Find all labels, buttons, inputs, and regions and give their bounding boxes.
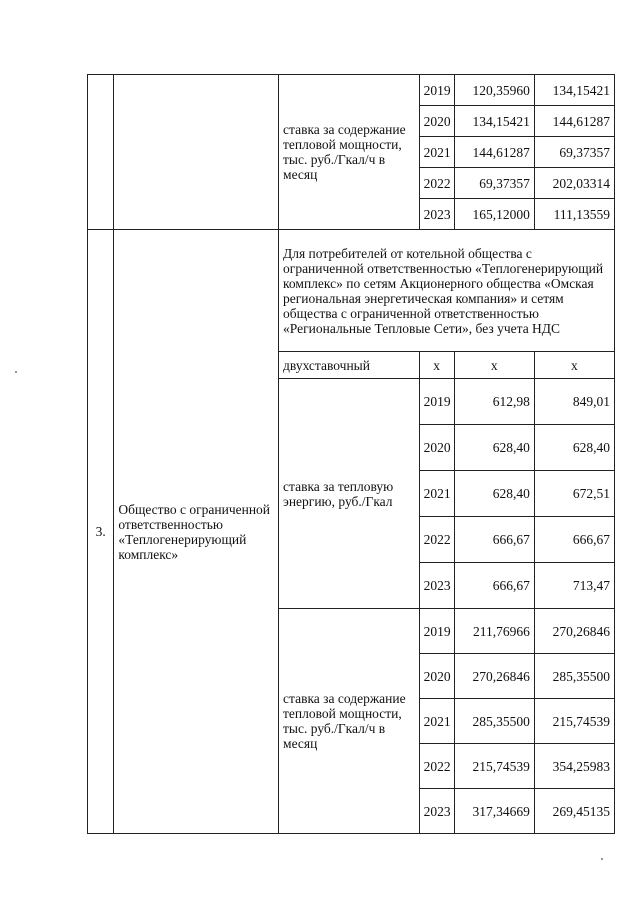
organization-cell (114, 75, 279, 230)
value-cell: 111,13559 (534, 199, 614, 230)
value-cell: 628,40 (454, 471, 534, 517)
value-cell: 849,01 (534, 379, 614, 425)
value-cell: 628,40 (454, 425, 534, 471)
year-cell: 2023 (419, 563, 454, 609)
value-cell: 144,61287 (534, 106, 614, 137)
value-cell: 134,15421 (454, 106, 534, 137)
year-cell: 2023 (419, 199, 454, 230)
year-cell: 2022 (419, 168, 454, 199)
value-cell: 165,12000 (454, 199, 534, 230)
table-row (88, 75, 615, 106)
value-cell: 354,25983 (534, 744, 614, 789)
energy-rate-label: ставка за тепловую энергию, руб./Гкал (279, 379, 420, 609)
value-cell: 69,37357 (454, 168, 534, 199)
value-cell: 270,26846 (534, 609, 614, 654)
value-cell: 69,37357 (534, 137, 614, 168)
rate-label: ставка за содержание тепловой мощности, тыс. руб./Гкал/ч в месяц (279, 75, 420, 230)
year-cell: 2019 (419, 609, 454, 654)
x-cell: x (534, 352, 614, 379)
row-number: 3. (88, 230, 114, 834)
row-number-cell (88, 75, 114, 230)
scan-speck (15, 371, 17, 373)
year-cell: 2021 (419, 137, 454, 168)
value-cell: 666,67 (454, 563, 534, 609)
value-cell: 211,76966 (454, 609, 534, 654)
consumer-note: Для потребителей от котельной общества с ограниченной ответственностью «Теплогенерирующий комплекс» по сетям Акционерного общества «Омская региональная энергетическая компания» и сетям общества с ограниченной ответственностью «Региональные Тепловые Сети», без учета НДС (279, 230, 615, 352)
year-cell: 2022 (419, 517, 454, 563)
value-cell: 666,67 (454, 517, 534, 563)
organization-name: Общество с ограниченной ответственностью «Теплогенерирующий комплекс» (114, 230, 279, 834)
value-cell: 215,74539 (534, 699, 614, 744)
value-cell: 628,40 (534, 425, 614, 471)
value-cell: 144,61287 (454, 137, 534, 168)
value-cell: 120,35960 (454, 75, 534, 106)
tariff-table (87, 74, 615, 834)
value-cell: 612,98 (454, 379, 534, 425)
x-cell: x (454, 352, 534, 379)
value-cell: 713,47 (534, 563, 614, 609)
year-cell: 2020 (419, 654, 454, 699)
value-cell: 215,74539 (454, 744, 534, 789)
year-cell: 2019 (419, 75, 454, 106)
value-cell: 317,34669 (454, 789, 534, 834)
year-cell: 2021 (419, 699, 454, 744)
year-cell: 2019 (419, 379, 454, 425)
value-cell: 134,15421 (534, 75, 614, 106)
two-part-label: двухставочный (279, 352, 420, 379)
x-cell: x (419, 352, 454, 379)
value-cell: 202,03314 (534, 168, 614, 199)
value-cell: 672,51 (534, 471, 614, 517)
year-cell: 2021 (419, 471, 454, 517)
table-row (88, 230, 615, 352)
value-cell: 285,35500 (534, 654, 614, 699)
scan-speck (601, 858, 603, 860)
year-cell: 2022 (419, 744, 454, 789)
year-cell: 2020 (419, 106, 454, 137)
value-cell: 666,67 (534, 517, 614, 563)
capacity-rate-label: ставка за содержание тепловой мощности, тыс. руб./Гкал/ч в месяц (279, 609, 420, 834)
value-cell: 269,45135 (534, 789, 614, 834)
value-cell: 285,35500 (454, 699, 534, 744)
value-cell: 270,26846 (454, 654, 534, 699)
year-cell: 2023 (419, 789, 454, 834)
year-cell: 2020 (419, 425, 454, 471)
